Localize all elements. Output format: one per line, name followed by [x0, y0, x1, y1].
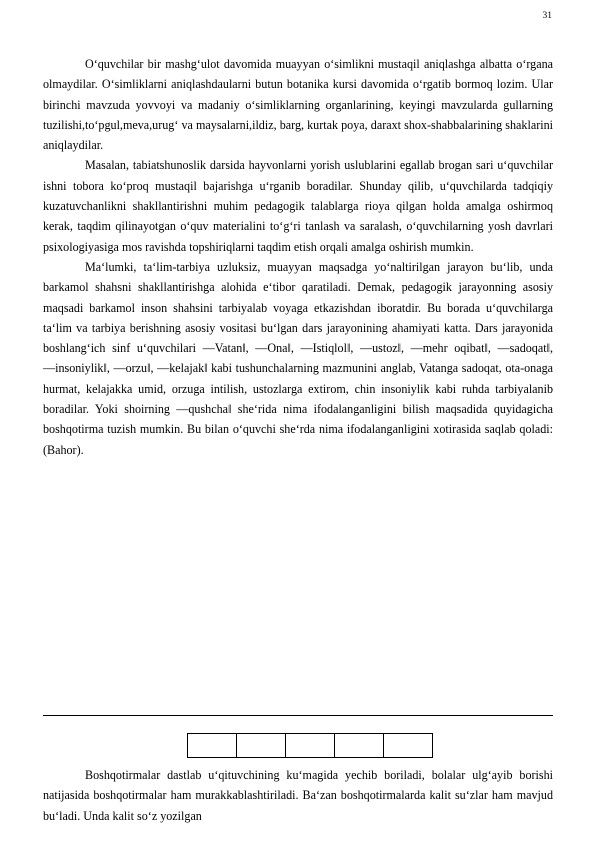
paragraph-1: O‘quvchilar bir mashg‘ulot davomida muayyan o‘simlikni mustaqil aniqlashga albatta o‘rgana olmaydilar. O‘simliklarni aniqlashdaularni butun botanika kursi davomida o‘rgatib bormoq lozim. Ular birinchi mavzuda yovvoyi va madaniy o‘simliklarning organlarining, keyingi mavzularda gullarning tuzilishi,to‘pgul,meva,urug‘ va maysalarni,ildiz, barg, kurtak poya, daraxt shox-shabbalarining shaklarini aniqlaydilar.	[43, 57, 553, 153]
crossword-puzzle	[188, 733, 433, 758]
body-text	[43, 54, 553, 460]
paragraph-2: Masalan, tabiatshunoslik darsida hayvonlarni yorish uslublarini egallab brogan sari u‘quvchilar ishni tobora ko‘proq mustaqil bajarishga u‘rganib boradilar. Shunday qilib, u‘quvchilarda tadqiqiy kuzatuvchanlikni shakllantirishni muhim pedagogik talablarga rioya qilgan holda amalga oshirmoq kerak, taqdim qilinayotgan o‘quv materialini to‘g‘ri tanlash va saralash, o‘quvchilarning yosh davrlari psixologiyasiga mos ravishda topshiriqlarni taqdim etish orqali amalga oshirish mumkin.	[43, 158, 553, 254]
paragraph-3: Ma‘lumki, ta‘lim-tarbiya uzluksiz, muayyan maqsadga yo‘naltirilgan jarayon bu‘lib, unda barkamol shahsni shakllantirishga alohida e‘tibor qaratiladi. Demak, pedagogik jarayonning asosiy maqsadi barkamol inson shahsini tarbiyalab voyaga etkazishdan iboratdir. Bu borada u‘quvchilarga ta‘lim va tarbiya berishning asosiy vositasi bu‘lgan dars jarayonining ahamiyati katta. Dars jarayonida boshlang‘ich sinf u‘quvchilari ―Vatan‖, ―Ona‖, ―Istiqlol‖, ―ustoz‖, ―mehr oqibat‖, ―sadoqat‖, ―insoniylik‖, ―orzu‖, ―kelajak‖ kabi tushunchalarning mazmunini anglab, Vatanga sadoqat, ota-onaga hurmat, kelajakka umid, orzuga intilish, ustozlarga extirom, chin insoniylik kabi ruhda tarbiyalanib boradilar. Yoki shoirning ―qushcha‖ she‘rida nima ifodalanganligini bilish maqsadida quyidagicha boshqotirma tuzish mumkin. Bu bilan o‘quvchi she‘rda nima ifodalanganligini xotirasida saqlab qoladi: (Bahor).	[43, 259, 553, 457]
body-text-continued	[43, 765, 553, 826]
puzzle-cell	[383, 733, 433, 758]
puzzle-cell	[236, 733, 286, 758]
horizontal-rule	[43, 715, 553, 716]
page-number: 31	[542, 11, 552, 21]
puzzle-cell	[334, 733, 384, 758]
paragraph-4: Boshqotirmalar dastlab u‘qituvchining ku‘magida yechib boriladi, bolalar ulg‘ayib borishi natijasida boshqotirmalar ham murakkablashtiriladi. Ba‘zan boshqotirmalarda kalit su‘zlar ham mavjud bu‘ladi. Unda kalit so‘z yozilgan	[43, 768, 553, 823]
puzzle-cell	[285, 733, 335, 758]
puzzle-cell	[187, 733, 237, 758]
